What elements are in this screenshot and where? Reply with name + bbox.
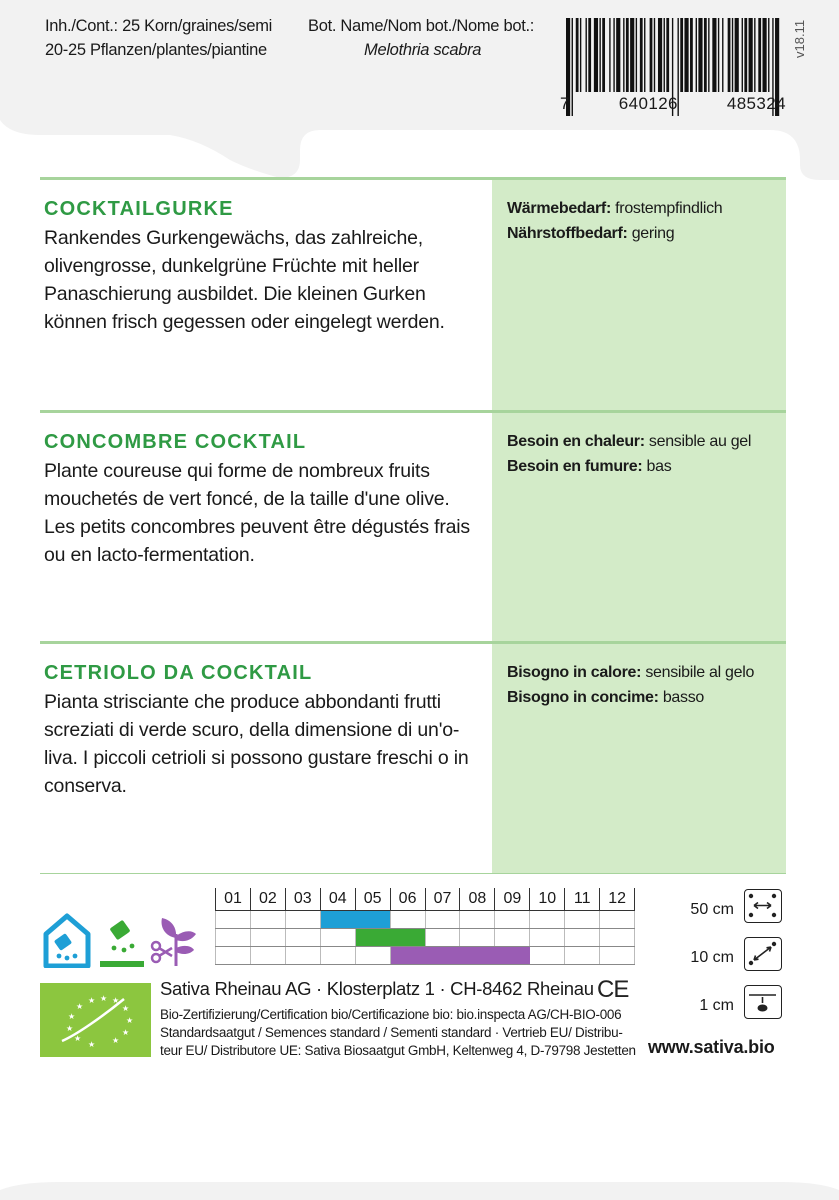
direct-sowing-icon: [98, 913, 146, 969]
month-label: 08: [459, 888, 494, 910]
heat-requirement-label: Bisogno in calore:: [507, 664, 642, 681]
requirements-panel: [492, 413, 786, 643]
barcode-digit-group-2: 485324: [726, 94, 786, 113]
nutrient-requirement-label: Bisogno in concime:: [507, 689, 659, 706]
calendar-bar-direct-sowing: [356, 929, 425, 946]
barcode-digit-group-1: 640126: [618, 94, 678, 113]
svg-text:★: ★: [66, 1024, 74, 1033]
calendar-rows: [215, 910, 635, 964]
svg-text:★: ★: [76, 1002, 84, 1011]
eu-organic-logo: [40, 983, 151, 1057]
seed-count-label: Inh./Cont.: 25 Korn/graines/semi: [45, 17, 273, 35]
svg-text:★: ★: [68, 1012, 76, 1021]
barcode-digit-prefix: 7: [560, 94, 570, 113]
sowing-depth-label: 1 cm: [699, 997, 734, 1014]
section-title: COCKTAILGURKE: [44, 198, 234, 220]
svg-text:★: ★: [88, 1040, 96, 1049]
section-title: CETRIOLO DA COCKTAIL: [44, 662, 313, 684]
svg-text:★: ★: [112, 1036, 120, 1045]
section-german: [40, 177, 786, 412]
heat-requirement-label: Wärmebedarf:: [507, 200, 611, 217]
month-label: 05: [355, 888, 390, 910]
version-code: v18.11: [792, 19, 807, 58]
section-divider: [40, 873, 786, 874]
company-address: Sativa Rheinau AG · Klosterplatz 1 · CH-8462 Rheinau: [160, 978, 594, 999]
month-label: 10: [529, 888, 564, 910]
certification-line: Bio-Zertifizierung/Certification bio/Certificazione bio: bio.inspecta AG/CH-BIO-006: [160, 1007, 622, 1022]
certification-text: [160, 1006, 640, 1060]
month-label: 12: [599, 888, 635, 910]
harvest-icon: [150, 912, 198, 968]
bottom-shape: [0, 1176, 839, 1200]
botanical-name-block: [308, 14, 534, 62]
month-label: 09: [494, 888, 529, 910]
plant-count-label: 20-25 Pflanzen/plantes/piantine: [45, 41, 267, 59]
plant-distance-icon: [744, 937, 782, 971]
calendar-bar-harvest: [391, 947, 530, 964]
month-label: 06: [390, 888, 425, 910]
month-label: 11: [564, 888, 599, 910]
greenhouse-sowing-icon: [43, 912, 91, 968]
ce-mark: CE: [597, 976, 629, 1003]
heat-requirement-value: frostempfindlich: [615, 200, 723, 217]
nutrient-requirement-value: gering: [631, 225, 675, 242]
section-description: Pianta strisciante che produce abbondanti frutti screziati di verde scuro, della dimensione di un'oliva. I piccoli cetrioli si possono gustare freschi o in conserva.: [44, 691, 469, 797]
svg-text:★: ★: [100, 994, 108, 1003]
heat-requirement-value: sensible au gel: [648, 433, 752, 450]
svg-text:★: ★: [88, 996, 96, 1005]
website-link[interactable]: www.sativa.bio: [648, 1037, 775, 1057]
row-distance-label: 50 cm: [690, 901, 734, 918]
section-italian: [40, 641, 786, 873]
distribution-text: Standardsaatgut / Semences standard / Sementi standard · Vertrieb EU/ Distributeur EU/ Distributore UE: Sativa Biosaatgut GmbH, Keltenweg 4, D-79798 Jestetten: [160, 1025, 636, 1058]
month-label: 04: [320, 888, 355, 910]
section-description: Rankendes Gurkengewächs, das zahlreiche, olivengrosse, dunkelgrüne Früchte mit heller Panaschierung ausbildet. Die kleinen Gurken können frisch gegessen oder eingelegt werden.: [44, 227, 445, 333]
section-description: Plante coureuse qui forme de nombreux fruits mouchetés de vert foncé, de la taille d'une olive. Les petits concombres peuvent être dégustés frais ou en lacto-fermentation.: [44, 460, 470, 566]
nutrient-requirement-value: bas: [646, 458, 672, 475]
month-label: 03: [285, 888, 320, 910]
botanical-name: Melothria scabra: [364, 41, 482, 59]
section-french: [40, 410, 786, 643]
package-content: [45, 14, 272, 62]
svg-text:★: ★: [122, 1004, 130, 1013]
svg-text:★: ★: [74, 1034, 82, 1043]
heat-requirement-label: Besoin en chaleur:: [507, 433, 645, 450]
nutrient-requirement-label: Besoin en fumure:: [507, 458, 643, 475]
svg-text:★: ★: [112, 996, 120, 1005]
calendar-bar-greenhouse-sowing: [321, 911, 390, 928]
heat-requirement-value: sensibile al gelo: [645, 664, 755, 681]
svg-text:★: ★: [122, 1028, 130, 1037]
svg-text:★: ★: [126, 1016, 134, 1025]
nutrient-requirement-label: Nährstoffbedarf:: [507, 225, 628, 242]
barcode-digits: [560, 94, 786, 114]
botanical-name-label: Bot. Name/Nom bot./Nome bot.:: [308, 17, 535, 35]
month-label: 02: [250, 888, 285, 910]
row-distance-icon: [744, 889, 782, 923]
requirements-panel: [492, 644, 786, 873]
plant-distance-label: 10 cm: [690, 949, 734, 966]
nutrient-requirement-value: basso: [662, 689, 705, 706]
section-title: CONCOMBRE COCKTAIL: [44, 431, 307, 453]
calendar-months: [215, 888, 635, 910]
sowing-calendar: [215, 888, 635, 964]
sowing-depth-icon: [744, 985, 782, 1019]
requirements-panel: [492, 180, 786, 412]
month-label: 01: [215, 888, 250, 910]
month-label: 07: [425, 888, 460, 910]
